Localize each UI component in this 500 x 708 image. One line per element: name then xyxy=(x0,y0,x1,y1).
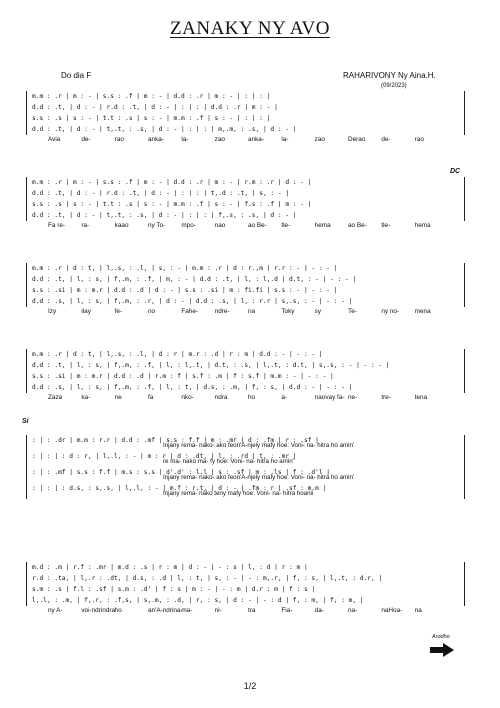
lyric-syllable: ho xyxy=(114,607,122,614)
lyric-syllable: tre- xyxy=(381,394,391,401)
voice-row xyxy=(18,113,466,124)
score-system xyxy=(18,177,466,231)
voice-row xyxy=(18,199,466,210)
solfa-notes: d.d : .s, | l, : s, | f,.m, : .r, | d : - | d.d : .s, | l, : r.r | s,.s, : - | - : - | xyxy=(32,298,353,305)
voice-row xyxy=(18,177,466,188)
solfa-notes: d.d : .t, | d : - | r.d : .t, | d : - | : | : | t,.d : .t, | s, : - | xyxy=(32,190,290,197)
lyric-syllable: ho xyxy=(248,394,256,401)
voice-row xyxy=(18,274,466,285)
solfa-notes: d.d : .s, | l, : s, | f,.m, : .f, | l, : t, | d.s, : .m, | f, : s, | d.d : - | - : - | xyxy=(32,384,353,391)
solfa-notes: : | : | : d.s, : s,.s, | l,.l, : - | m.f : r.t, | d : - | .fm : r | .sf : m.m | xyxy=(32,485,327,492)
turn-page-label: Arodho xyxy=(432,634,450,640)
score-system xyxy=(18,562,466,616)
solfa-notes: m.m : .r | m : - | s.s : .f | m : - | d.d : .r | m : - | : | : | xyxy=(32,93,271,100)
system-bar xyxy=(464,91,465,135)
lyric-line: Injany rema- nako- ako feon'A-njely mafy hoe: Voni- na- hitra ho amin' xyxy=(163,474,355,481)
lyric-syllable: la- xyxy=(281,136,289,143)
solfa-notes: s.s : .si | m : m.r | d.d : .d | d : - | s.s : .si | m : fi.fi | s.s : - | - : - | xyxy=(32,287,338,294)
lyric-syllable: ni- xyxy=(214,607,222,614)
voice-row xyxy=(18,296,466,307)
solfa-notes: d.d : .t, | d : - | t,.t, : .s, | d : - | : | : | m,.m, : .s, | d : - | xyxy=(32,126,297,133)
lyric-line xyxy=(18,606,466,616)
lyric-syllable: na xyxy=(248,308,256,315)
score-system xyxy=(18,263,466,317)
turn-page-arrow-icon xyxy=(430,643,454,657)
lyric-syllable: na xyxy=(414,607,422,614)
lyric-syllable: anka- xyxy=(148,136,164,143)
lyric-syllable: anka- xyxy=(248,136,264,143)
song-title: ZANAKY NY AVO xyxy=(170,18,330,39)
lyric-syllable: fe- xyxy=(114,308,123,315)
lyric-line: re ma- nako ma- fy hoe: Voni- na- hitra ho amin' xyxy=(163,458,294,465)
lyric-syllable: ma- xyxy=(181,607,193,614)
lyric-syllable: ne- xyxy=(348,394,358,401)
solfa-notes: d.d : .t, | d : - | r.d : .t, | d : - | : | : | d.d : .r | m : - | xyxy=(32,104,278,111)
lyric-syllable: hema xyxy=(314,222,331,229)
lyric-syllable: fa xyxy=(148,394,154,401)
lyric-line: Injany rema- nako teny mafy hoe: Voni- na- hitra hoanii xyxy=(163,490,314,497)
solfa-notes: : | : .mf | s.s : f.f | m.s : s.s | d'.d' : l.l | s : .sf | m : .ls | f : .d'l | xyxy=(32,469,331,476)
system-bar xyxy=(26,91,27,135)
lyric-line xyxy=(18,221,466,231)
lyric-syllable: zao xyxy=(214,136,225,143)
score-system xyxy=(18,349,466,403)
lyric-line xyxy=(18,135,466,145)
composer-name: RAHARIVONY Ny Aina.H. xyxy=(343,71,436,80)
voice-row xyxy=(18,263,466,274)
lyric-syllable: an'A-ndrina- xyxy=(148,607,183,614)
lyric-syllable: naovay fa- xyxy=(314,394,345,401)
system-bar xyxy=(464,562,465,606)
lyric-syllable: ka- xyxy=(81,394,91,401)
solfa-notes: r.d : .ta, | l,.r : .dt, | d.s, : .d | l, : t, | s, : - | - : m,.r, | f, : s, | l,.t, : d.r, | xyxy=(32,575,383,582)
lyric-syllable: rao xyxy=(114,136,124,143)
solfa-notes: m.m : .r | m : - | s.s : .f | m : - | d.d : .r | m : - | r.m : .r | d : - | xyxy=(32,179,312,186)
voice-row xyxy=(18,210,466,221)
lyric-syllable: zao xyxy=(314,136,325,143)
lyric-syllable: no xyxy=(148,308,156,315)
lyric-syllable: hema xyxy=(414,222,431,229)
lyric-syllable: Izy xyxy=(48,308,57,315)
lyric-syllable: ao Be- xyxy=(348,222,367,229)
lyric-syllable: tle- xyxy=(381,222,391,229)
lyric-line: Injany rema- nako- ako feon'A-njely mafy hoe: Voni- na- hitra ho amin' xyxy=(163,442,355,449)
system-bar xyxy=(464,177,465,221)
lyric-syllable: Derao xyxy=(348,136,366,143)
solfa-notes: s.s : .s | s : - | t.t : .s | s : - | m.m : .f | s : - | : | : | xyxy=(32,115,271,122)
voice-row xyxy=(18,124,466,135)
lyric-syllable: tle- xyxy=(281,222,291,229)
voice-row xyxy=(18,573,466,584)
lyric-syllable: rao xyxy=(414,136,424,143)
solfa-notes: m.m : .r | d : t, | l,.s, : .l, | d : r | m.r : .d | r : m | d.d : - | - : - | xyxy=(32,351,323,358)
solfa-notes: m.m : .r | d : t, | l,.s, : .l, | s, : - | m.m : .r | d : r.,m | r.r : - | - : - | xyxy=(32,265,338,272)
lyric-line xyxy=(18,307,466,317)
key-signature: Do dia F xyxy=(61,71,92,80)
voice-row xyxy=(18,382,466,393)
lyric-line xyxy=(18,393,466,403)
lyric-syllable: ao Be- xyxy=(248,222,267,229)
lyric-syllable: Te- xyxy=(348,308,357,315)
system-bar xyxy=(26,177,27,221)
system-bar xyxy=(26,435,27,499)
solfa-notes: l,.l, : .m, | f,.r, : .f,s, | s,.m, : .d, | r, : s, | d : - | - : d | f, : m, | f, : m, | xyxy=(32,597,364,604)
lyric-syllable: ne xyxy=(114,394,122,401)
lyric-syllable: ny A- xyxy=(48,607,63,614)
system-bar xyxy=(26,263,27,307)
system-bar xyxy=(26,349,27,393)
lyric-syllable: da- xyxy=(314,607,324,614)
lyric-syllable: a- xyxy=(281,394,288,401)
composition-date: (09/2023) xyxy=(381,83,407,89)
lyric-syllable: ra- xyxy=(81,222,90,229)
solfa-notes: d.d : .t, | l, : s, | f,.m, : .f, | m, : - | d.d : .t, | l, : l,.d | d.t, : - | - : - | xyxy=(32,276,357,283)
score-system xyxy=(18,435,466,499)
system-bar xyxy=(464,435,465,499)
voice-row xyxy=(18,360,466,371)
dc-mark: DC xyxy=(450,168,461,175)
lyric-syllable: naHoa- xyxy=(381,607,403,614)
lyric-syllable: mena xyxy=(414,308,431,315)
si-mark: Si xyxy=(22,418,29,425)
voice-row xyxy=(18,595,466,606)
lyric-syllable: Toky xyxy=(281,308,295,315)
lyric-syllable: tra xyxy=(248,607,256,614)
solfa-notes: s.s : .si | m : m.r | d.d : .d | r.m : f | s.f : .m | f : s.f | m.m : - | - : - | xyxy=(32,373,334,380)
score-system xyxy=(18,91,466,145)
lyric-syllable: ndre- xyxy=(214,308,230,315)
voice-row xyxy=(18,91,466,102)
lyric-syllable: la- xyxy=(181,136,189,143)
voice-row xyxy=(18,349,466,360)
solfa-notes: s.s : .s | s : - | t.t : .s | s : - | m.m : .f | s : - | f.s : .f | m : - | xyxy=(32,201,312,208)
lyric-syllable: de- xyxy=(381,136,391,143)
solfa-notes: m.d : .m | r.f : .mr | m.d : .s | r : m | d : - | - : s | l, : d | r : m | xyxy=(32,564,308,571)
lyric-syllable: voi-ndrindra xyxy=(81,607,116,614)
lyric-syllable: sy xyxy=(314,308,322,315)
lyric-syllable: Zaza xyxy=(48,394,63,401)
solfa-notes: d.d : .t, | l, : s, | f,.m, : .f, | l, : l,.t, | d.t, : .s, | l,.t, : d.t, | s,.s, : - | - : - | xyxy=(32,362,390,369)
solfa-notes: d.d : .t, | d : - | t,.t, : .s, | d : - | : | : | f,.s, : .s, | d : - | xyxy=(32,212,297,219)
voice-row xyxy=(18,584,466,595)
system-bar xyxy=(26,562,27,606)
lyric-syllable: nao xyxy=(214,222,226,229)
solfa-notes: s.m : .s | f.l : .sf | s.m : .d' | f : s | m : - | - : m | d.r : m | f : s | xyxy=(32,586,316,593)
lyric-syllable: ny no- xyxy=(381,308,400,315)
voice-row xyxy=(18,188,466,199)
lyric-syllable: ilay xyxy=(81,308,91,315)
lyric-syllable: ndra xyxy=(214,394,228,401)
lyric-syllable: de- xyxy=(81,136,91,143)
lyric-syllable: Avia xyxy=(48,136,61,143)
lyric-syllable: kaao xyxy=(114,222,129,229)
system-bar xyxy=(464,263,465,307)
lyric-syllable: mpo- xyxy=(181,222,196,229)
lyric-syllable: Fia- xyxy=(281,607,293,614)
solfa-notes: : | : | : d : r, | l,.l, : - | m : r | d : .dt, | l, : .rd | t, : .mr | xyxy=(32,453,297,460)
solfa-notes: : | : .dr | m.m : r.r | d.d : .mf | s.s : f.f | m : .mr | d : .fm | r : .sf | xyxy=(32,437,319,444)
page-number: 1/2 xyxy=(243,681,257,691)
lyric-syllable: tena xyxy=(414,394,428,401)
lyric-syllable: na- xyxy=(348,607,358,614)
lyric-syllable: Fa re- xyxy=(48,222,66,229)
voice-row xyxy=(18,562,466,573)
lyric-syllable: Fahe- xyxy=(181,308,199,315)
voice-row xyxy=(18,102,466,113)
lyric-syllable: ny To- xyxy=(148,222,166,229)
system-bar xyxy=(464,349,465,393)
voice-row xyxy=(18,285,466,296)
lyric-syllable: nko- xyxy=(181,394,194,401)
voice-row xyxy=(18,371,466,382)
